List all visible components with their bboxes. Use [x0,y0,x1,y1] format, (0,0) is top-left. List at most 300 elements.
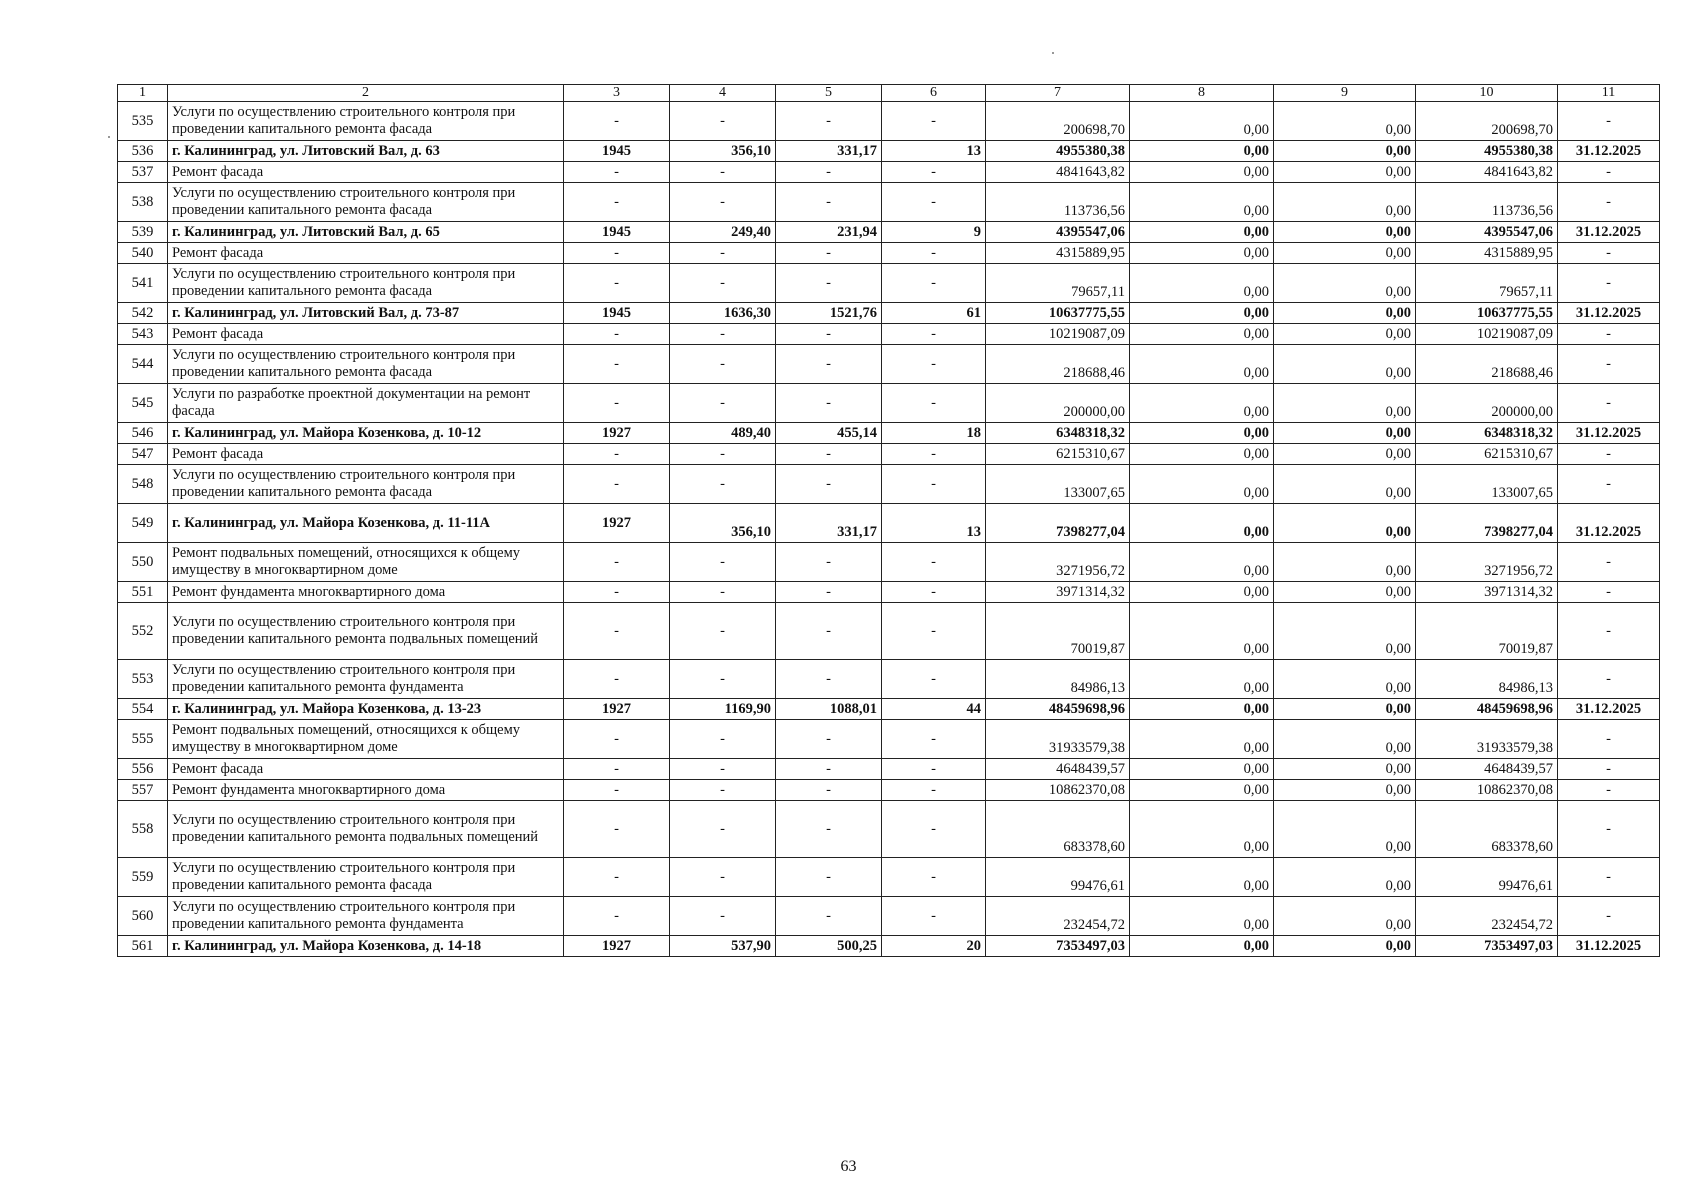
row-number-cell: 545 [118,384,168,423]
living-area-cell: - [776,780,882,801]
scan-speck [108,136,110,138]
owner-funds-cell: 79657,11 [1416,264,1558,303]
federal-funds-cell: 0,00 [1130,324,1274,345]
regional-funds-cell: 0,00 [1274,720,1416,759]
work-item-row [118,897,1660,936]
total-cost-cell: 70019,87 [986,603,1130,660]
residents-count-cell: - [882,345,986,384]
living-area-cell: - [776,759,882,780]
regional-funds-cell: 0,00 [1274,303,1416,324]
year-built-cell: - [564,384,670,423]
federal-funds-cell: 0,00 [1130,897,1274,936]
total-cost-cell: 6215310,67 [986,444,1130,465]
total-area-cell: 537,90 [670,936,776,957]
completion-date-cell: 31.12.2025 [1558,141,1660,162]
living-area-cell: - [776,660,882,699]
living-area-cell: - [776,582,882,603]
work-item-row [118,102,1660,141]
owner-funds-cell: 4841643,82 [1416,162,1558,183]
total-cost-cell: 10862370,08 [986,780,1130,801]
completion-date-cell: - [1558,102,1660,141]
regional-funds-cell: 0,00 [1274,243,1416,264]
column-header: 8 [1130,85,1274,102]
residents-count-cell: - [882,324,986,345]
owner-funds-cell: 218688,46 [1416,345,1558,384]
residents-count-cell: 61 [882,303,986,324]
federal-funds-cell: 0,00 [1130,384,1274,423]
residents-count-cell: - [882,102,986,141]
owner-funds-cell: 48459698,96 [1416,699,1558,720]
living-area-cell: - [776,243,882,264]
row-number-cell: 554 [118,699,168,720]
year-built-cell: 1927 [564,504,670,543]
living-area-cell: - [776,603,882,660]
row-number-cell: 537 [118,162,168,183]
year-built-cell: - [564,162,670,183]
year-built-cell: - [564,264,670,303]
work-or-address-cell: Ремонт фасада [168,162,564,183]
work-or-address-cell: Ремонт фундамента многоквартирного дома [168,780,564,801]
work-item-row [118,543,1660,582]
year-built-cell: - [564,660,670,699]
owner-funds-cell: 4315889,95 [1416,243,1558,264]
address-row [118,141,1660,162]
work-or-address-cell: г. Калининград, ул. Майора Козенкова, д. 11-11А [168,504,564,543]
federal-funds-cell: 0,00 [1130,444,1274,465]
residents-count-cell: - [882,720,986,759]
total-area-cell: - [670,444,776,465]
owner-funds-cell: 84986,13 [1416,660,1558,699]
completion-date-cell: - [1558,384,1660,423]
total-area-cell: - [670,324,776,345]
federal-funds-cell: 0,00 [1130,303,1274,324]
regional-funds-cell: 0,00 [1274,759,1416,780]
work-or-address-cell: г. Калининград, ул. Майора Козенкова, д. 13-23 [168,699,564,720]
residents-count-cell: - [882,858,986,897]
completion-date-cell: 31.12.2025 [1558,699,1660,720]
federal-funds-cell: 0,00 [1130,699,1274,720]
work-item-row [118,720,1660,759]
total-cost-cell: 10637775,55 [986,303,1130,324]
year-built-cell: 1927 [564,936,670,957]
total-cost-cell: 4648439,57 [986,759,1130,780]
owner-funds-cell: 7398277,04 [1416,504,1558,543]
living-area-cell: 1521,76 [776,303,882,324]
owner-funds-cell: 200698,70 [1416,102,1558,141]
owner-funds-cell: 70019,87 [1416,603,1558,660]
regional-funds-cell: 0,00 [1274,102,1416,141]
federal-funds-cell: 0,00 [1130,423,1274,444]
year-built-cell: 1927 [564,699,670,720]
row-number-cell: 560 [118,897,168,936]
residents-count-cell: - [882,183,986,222]
row-number-cell: 561 [118,936,168,957]
owner-funds-cell: 3971314,32 [1416,582,1558,603]
total-area-cell: - [670,858,776,897]
row-number-cell: 557 [118,780,168,801]
owner-funds-cell: 3271956,72 [1416,543,1558,582]
year-built-cell: - [564,780,670,801]
completion-date-cell: - [1558,897,1660,936]
work-item-row [118,324,1660,345]
owner-funds-cell: 10219087,09 [1416,324,1558,345]
row-number-cell: 553 [118,660,168,699]
year-built-cell: - [564,801,670,858]
residents-count-cell: 20 [882,936,986,957]
address-row [118,303,1660,324]
residents-count-cell: - [882,264,986,303]
row-number-cell: 558 [118,801,168,858]
work-or-address-cell: Ремонт фасада [168,243,564,264]
federal-funds-cell: 0,00 [1130,141,1274,162]
total-area-cell: - [670,183,776,222]
total-cost-cell: 200698,70 [986,102,1130,141]
row-number-cell: 546 [118,423,168,444]
total-area-cell: - [670,759,776,780]
completion-date-cell: - [1558,582,1660,603]
total-area-cell: - [670,780,776,801]
row-number-cell: 547 [118,444,168,465]
row-number-cell: 559 [118,858,168,897]
total-cost-cell: 4395547,06 [986,222,1130,243]
regional-funds-cell: 0,00 [1274,858,1416,897]
work-item-row [118,603,1660,660]
residents-count-cell: - [882,582,986,603]
address-row [118,504,1660,543]
row-number-cell: 542 [118,303,168,324]
regional-funds-cell: 0,00 [1274,423,1416,444]
living-area-cell: 331,17 [776,141,882,162]
residents-count-cell: - [882,465,986,504]
work-item-row [118,345,1660,384]
year-built-cell: - [564,183,670,222]
regional-funds-cell: 0,00 [1274,897,1416,936]
residents-count-cell: - [882,759,986,780]
total-cost-cell: 4315889,95 [986,243,1130,264]
row-number-cell: 556 [118,759,168,780]
work-or-address-cell: г. Калининград, ул. Литовский Вал, д. 65 [168,222,564,243]
federal-funds-cell: 0,00 [1130,720,1274,759]
work-or-address-cell: Услуги по осуществлению строительного контроля при проведении капитального ремонта фасада [168,264,564,303]
total-area-cell: - [670,162,776,183]
year-built-cell: - [564,444,670,465]
total-area-cell: - [670,345,776,384]
address-row [118,222,1660,243]
work-item-row [118,384,1660,423]
total-area-cell: - [670,465,776,504]
total-cost-cell: 4841643,82 [986,162,1130,183]
owner-funds-cell: 7353497,03 [1416,936,1558,957]
year-built-cell: - [564,465,670,504]
residents-count-cell: 13 [882,141,986,162]
table-body [118,85,1660,957]
work-or-address-cell: Услуги по разработке проектной документации на ремонт фасада [168,384,564,423]
owner-funds-cell: 6215310,67 [1416,444,1558,465]
column-header: 3 [564,85,670,102]
regional-funds-cell: 0,00 [1274,699,1416,720]
row-number-cell: 538 [118,183,168,222]
work-or-address-cell: Услуги по осуществлению строительного контроля при проведении капитального ремонта фасада [168,183,564,222]
work-item-row [118,858,1660,897]
completion-date-cell: 31.12.2025 [1558,222,1660,243]
owner-funds-cell: 10862370,08 [1416,780,1558,801]
living-area-cell: - [776,324,882,345]
year-built-cell: - [564,720,670,759]
total-cost-cell: 10219087,09 [986,324,1130,345]
living-area-cell: - [776,264,882,303]
completion-date-cell: - [1558,183,1660,222]
work-item-row [118,465,1660,504]
column-header: 9 [1274,85,1416,102]
owner-funds-cell: 113736,56 [1416,183,1558,222]
year-built-cell: - [564,897,670,936]
living-area-cell: - [776,162,882,183]
work-item-row [118,264,1660,303]
year-built-cell: - [564,102,670,141]
year-built-cell: - [564,345,670,384]
work-or-address-cell: г. Калининград, ул. Майора Козенкова, д. 10-12 [168,423,564,444]
federal-funds-cell: 0,00 [1130,183,1274,222]
address-row [118,423,1660,444]
address-row [118,936,1660,957]
total-cost-cell: 7353497,03 [986,936,1130,957]
column-header: 2 [168,85,564,102]
page-number: 63 [840,1158,857,1175]
completion-date-cell: - [1558,720,1660,759]
column-header: 7 [986,85,1130,102]
work-or-address-cell: Услуги по осуществлению строительного контроля при проведении капитального ремонта подвальных помещений [168,603,564,660]
work-or-address-cell: Ремонт подвальных помещений, относящихся к общему имуществу в многоквартирном доме [168,543,564,582]
column-header: 1 [118,85,168,102]
federal-funds-cell: 0,00 [1130,801,1274,858]
column-header: 5 [776,85,882,102]
total-cost-cell: 7398277,04 [986,504,1130,543]
residents-count-cell: 9 [882,222,986,243]
regional-funds-cell: 0,00 [1274,183,1416,222]
year-built-cell: - [564,858,670,897]
owner-funds-cell: 200000,00 [1416,384,1558,423]
completion-date-cell: - [1558,162,1660,183]
regional-funds-cell: 0,00 [1274,660,1416,699]
year-built-cell: - [564,603,670,660]
total-area-cell: - [670,603,776,660]
total-area-cell: - [670,660,776,699]
year-built-cell: 1927 [564,423,670,444]
work-or-address-cell: Услуги по осуществлению строительного контроля при проведении капитального ремонта фасада [168,102,564,141]
row-number-cell: 540 [118,243,168,264]
living-area-cell: - [776,345,882,384]
total-area-cell: 489,40 [670,423,776,444]
total-area-cell: 356,10 [670,504,776,543]
federal-funds-cell: 0,00 [1130,759,1274,780]
work-or-address-cell: Услуги по осуществлению строительного контроля при проведении капитального ремонта фасада [168,345,564,384]
completion-date-cell: - [1558,324,1660,345]
total-area-cell: - [670,102,776,141]
owner-funds-cell: 10637775,55 [1416,303,1558,324]
regional-funds-cell: 0,00 [1274,345,1416,384]
row-number-cell: 536 [118,141,168,162]
total-cost-cell: 218688,46 [986,345,1130,384]
federal-funds-cell: 0,00 [1130,162,1274,183]
regional-funds-cell: 0,00 [1274,780,1416,801]
work-or-address-cell: Услуги по осуществлению строительного контроля при проведении капитального ремонта подвальных помещений [168,801,564,858]
federal-funds-cell: 0,00 [1130,102,1274,141]
completion-date-cell: - [1558,603,1660,660]
residents-count-cell: - [882,444,986,465]
work-item-row [118,759,1660,780]
total-area-cell: 249,40 [670,222,776,243]
residents-count-cell: - [882,780,986,801]
regional-funds-cell: 0,00 [1274,384,1416,423]
completion-date-cell: 31.12.2025 [1558,423,1660,444]
row-number-cell: 555 [118,720,168,759]
regional-funds-cell: 0,00 [1274,222,1416,243]
work-item-row [118,243,1660,264]
living-area-cell: - [776,102,882,141]
regional-funds-cell: 0,00 [1274,264,1416,303]
total-cost-cell: 48459698,96 [986,699,1130,720]
federal-funds-cell: 0,00 [1130,264,1274,303]
residents-count-cell: - [882,801,986,858]
owner-funds-cell: 6348318,32 [1416,423,1558,444]
federal-funds-cell: 0,00 [1130,936,1274,957]
federal-funds-cell: 0,00 [1130,543,1274,582]
total-area-cell: - [670,384,776,423]
work-item-row [118,444,1660,465]
federal-funds-cell: 0,00 [1130,603,1274,660]
completion-date-cell: - [1558,345,1660,384]
regional-funds-cell: 0,00 [1274,504,1416,543]
work-or-address-cell: Ремонт фундамента многоквартирного дома [168,582,564,603]
owner-funds-cell: 683378,60 [1416,801,1558,858]
total-cost-cell: 3271956,72 [986,543,1130,582]
work-item-row [118,183,1660,222]
year-built-cell: - [564,243,670,264]
total-area-cell: - [670,243,776,264]
completion-date-cell: - [1558,264,1660,303]
residents-count-cell: - [882,603,986,660]
total-cost-cell: 6348318,32 [986,423,1130,444]
column-header: 4 [670,85,776,102]
residents-count-cell: 18 [882,423,986,444]
regional-funds-cell: 0,00 [1274,582,1416,603]
total-area-cell: 356,10 [670,141,776,162]
total-area-cell: 1169,90 [670,699,776,720]
living-area-cell: 500,25 [776,936,882,957]
work-item-row [118,780,1660,801]
living-area-cell: - [776,465,882,504]
federal-funds-cell: 0,00 [1130,504,1274,543]
owner-funds-cell: 4955380,38 [1416,141,1558,162]
living-area-cell: - [776,183,882,222]
total-area-cell: - [670,720,776,759]
federal-funds-cell: 0,00 [1130,780,1274,801]
address-row [118,699,1660,720]
completion-date-cell: - [1558,858,1660,897]
owner-funds-cell: 4395547,06 [1416,222,1558,243]
work-item-row [118,582,1660,603]
total-cost-cell: 683378,60 [986,801,1130,858]
total-cost-cell: 31933579,38 [986,720,1130,759]
year-built-cell: - [564,582,670,603]
total-area-cell: - [670,264,776,303]
living-area-cell: 1088,01 [776,699,882,720]
work-item-row [118,660,1660,699]
register-page [117,84,1659,957]
row-number-cell: 535 [118,102,168,141]
repair-register-table [117,84,1660,957]
owner-funds-cell: 31933579,38 [1416,720,1558,759]
federal-funds-cell: 0,00 [1130,222,1274,243]
work-or-address-cell: г. Калининград, ул. Литовский Вал, д. 63 [168,141,564,162]
year-built-cell: 1945 [564,303,670,324]
owner-funds-cell: 4648439,57 [1416,759,1558,780]
row-number-cell: 539 [118,222,168,243]
work-or-address-cell: Услуги по осуществлению строительного контроля при проведении капитального ремонта фасада [168,465,564,504]
regional-funds-cell: 0,00 [1274,543,1416,582]
total-cost-cell: 79657,11 [986,264,1130,303]
work-or-address-cell: Услуги по осуществлению строительного контроля при проведении капитального ремонта фундамента [168,660,564,699]
work-item-row [118,162,1660,183]
regional-funds-cell: 0,00 [1274,801,1416,858]
column-header: 11 [1558,85,1660,102]
completion-date-cell: 31.12.2025 [1558,504,1660,543]
federal-funds-cell: 0,00 [1130,858,1274,897]
total-cost-cell: 99476,61 [986,858,1130,897]
total-cost-cell: 232454,72 [986,897,1130,936]
living-area-cell: 231,94 [776,222,882,243]
work-or-address-cell: Ремонт фасада [168,444,564,465]
total-area-cell: - [670,582,776,603]
column-header: 10 [1416,85,1558,102]
completion-date-cell: - [1558,801,1660,858]
completion-date-cell: - [1558,780,1660,801]
total-cost-cell: 200000,00 [986,384,1130,423]
residents-count-cell: - [882,897,986,936]
federal-funds-cell: 0,00 [1130,465,1274,504]
total-area-cell: - [670,801,776,858]
work-or-address-cell: Ремонт подвальных помещений, относящихся к общему имуществу в многоквартирном доме [168,720,564,759]
row-number-cell: 549 [118,504,168,543]
total-cost-cell: 4955380,38 [986,141,1130,162]
completion-date-cell: - [1558,465,1660,504]
living-area-cell: - [776,858,882,897]
regional-funds-cell: 0,00 [1274,141,1416,162]
completion-date-cell: - [1558,243,1660,264]
total-cost-cell: 3971314,32 [986,582,1130,603]
residents-count-cell: - [882,162,986,183]
total-area-cell: 1636,30 [670,303,776,324]
completion-date-cell: - [1558,759,1660,780]
living-area-cell: 455,14 [776,423,882,444]
completion-date-cell: 31.12.2025 [1558,936,1660,957]
year-built-cell: - [564,759,670,780]
row-number-cell: 548 [118,465,168,504]
living-area-cell: - [776,444,882,465]
row-number-cell: 544 [118,345,168,384]
work-or-address-cell: г. Калининград, ул. Майора Козенкова, д. 14-18 [168,936,564,957]
total-cost-cell: 113736,56 [986,183,1130,222]
work-or-address-cell: г. Калининград, ул. Литовский Вал, д. 73-87 [168,303,564,324]
row-number-cell: 551 [118,582,168,603]
living-area-cell: - [776,543,882,582]
row-number-cell: 543 [118,324,168,345]
residents-count-cell: - [882,384,986,423]
federal-funds-cell: 0,00 [1130,243,1274,264]
living-area-cell: - [776,384,882,423]
total-area-cell: - [670,897,776,936]
regional-funds-cell: 0,00 [1274,936,1416,957]
